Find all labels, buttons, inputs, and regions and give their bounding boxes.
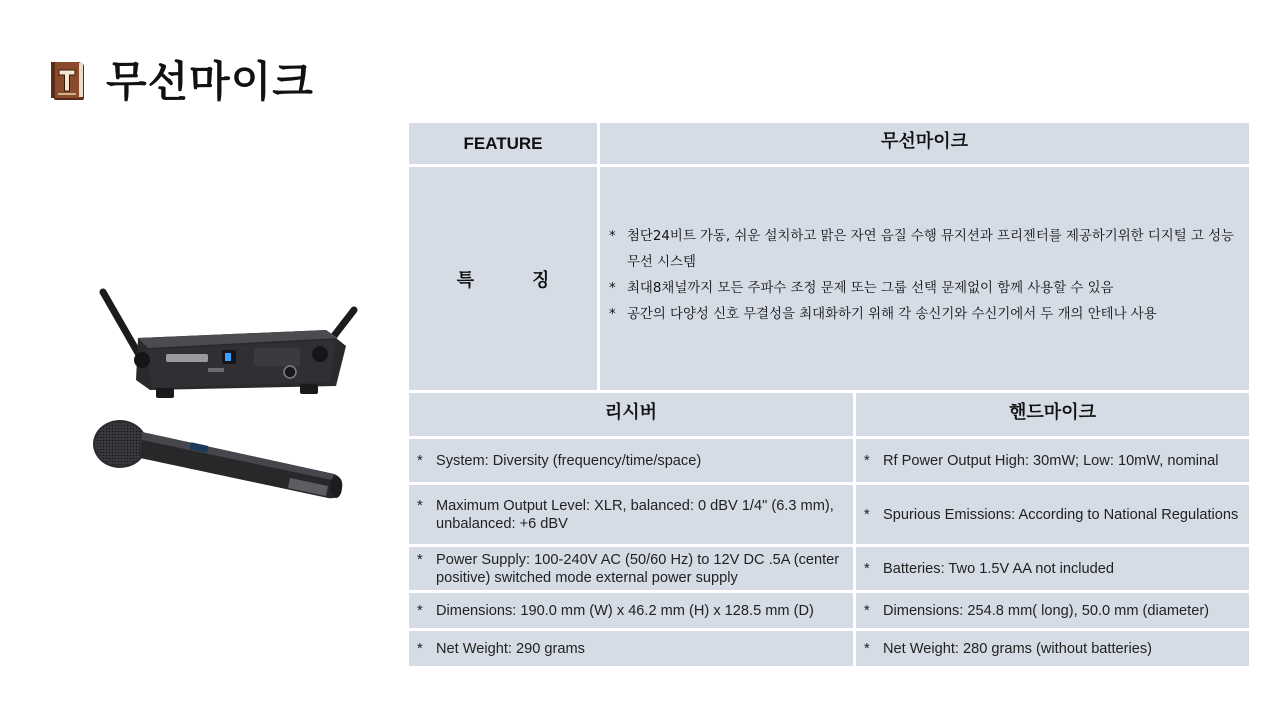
bullet-star: * xyxy=(609,228,616,244)
handmic-spec-text: Rf Power Output High: 30mW; Low: 10mW, nominal xyxy=(883,452,1219,469)
feature-header: FEATURE xyxy=(408,122,599,166)
receiver-spec-text: Power Supply: 100-240V AC (50/60 Hz) to 12V DC .5A (center positive) switched mode external power supply xyxy=(436,551,840,586)
features-list xyxy=(609,224,1239,328)
bullet-star: * xyxy=(864,506,870,523)
handheld-microphone-image xyxy=(90,412,365,512)
features-cell xyxy=(599,166,1251,392)
handmic-spec-cell xyxy=(855,592,1251,630)
spec-row xyxy=(408,630,1251,668)
handmic-spec-text: Spurious Emissions: According to National Regulations xyxy=(883,506,1239,523)
bullet-star: * xyxy=(417,551,423,568)
receiver-spec-cell xyxy=(408,546,855,592)
receiver-header: 리시버 xyxy=(408,392,855,438)
handmic-spec-text: Net Weight: 280 grams (without batteries) xyxy=(883,640,1153,657)
bullet-star: * xyxy=(417,497,423,514)
wireless-receiver-image xyxy=(90,284,365,409)
bullet-star: * xyxy=(609,306,616,322)
page-title: 무선마이크 xyxy=(106,57,314,106)
feature-item xyxy=(609,276,1239,302)
spec-table xyxy=(406,120,1252,669)
product-header: 무선마이크 xyxy=(599,122,1251,166)
receiver-spec-cell xyxy=(408,592,855,630)
bullet-star: * xyxy=(417,452,423,469)
product-images xyxy=(90,284,365,514)
feature-item xyxy=(609,302,1239,328)
features-label-right: 징 xyxy=(532,269,550,291)
bullet-star: * xyxy=(417,640,423,657)
receiver-spec-text: System: Diversity (frequency/time/space) xyxy=(436,452,702,469)
features-label xyxy=(408,166,599,392)
bullet-star: * xyxy=(864,452,870,469)
book-icon xyxy=(48,60,90,104)
receiver-spec-text: Maximum Output Level: XLR, balanced: 0 dBV 1/4" (6.3 mm), unbalanced: +6 dBV xyxy=(436,497,834,532)
handmic-spec-text: Dimensions: 254.8 mm( long), 50.0 mm (diameter) xyxy=(883,602,1210,619)
header-row xyxy=(408,122,1251,166)
feature-text: 공간의 다양성 신호 무결성을 최대화하기 위해 각 송신기와 수신기에서 두 개의 안테나 사용 xyxy=(627,306,1157,322)
bullet-star: * xyxy=(864,560,870,577)
spec-row xyxy=(408,438,1251,484)
handmic-spec-cell xyxy=(855,438,1251,484)
bullet-star: * xyxy=(609,280,616,296)
handmic-spec-cell xyxy=(855,630,1251,668)
handmic-spec-cell xyxy=(855,546,1251,592)
features-label-left: 특 xyxy=(456,269,474,291)
title-area xyxy=(48,56,314,108)
receiver-spec-cell xyxy=(408,484,855,546)
column-header-row xyxy=(408,392,1251,438)
spec-row xyxy=(408,592,1251,630)
handmic-header: 핸드마이크 xyxy=(855,392,1251,438)
features-row xyxy=(408,166,1251,392)
bullet-star: * xyxy=(417,602,423,619)
spec-row xyxy=(408,546,1251,592)
receiver-spec-text: Net Weight: 290 grams xyxy=(436,640,585,657)
bullet-star: * xyxy=(864,602,870,619)
bullet-star: * xyxy=(864,640,870,657)
handmic-spec-cell xyxy=(855,484,1251,546)
feature-item xyxy=(609,224,1239,276)
feature-text: 첨단24비트 가동, 쉬운 설치하고 맑은 자연 음질 수행 뮤지션과 프리젠터를 제공하기위한 디지털 고 성능 무선 시스템 xyxy=(627,228,1234,270)
receiver-spec-text: Dimensions: 190.0 mm (W) x 46.2 mm (H) x 128.5 mm (D) xyxy=(436,602,814,619)
spec-row xyxy=(408,484,1251,546)
feature-text: 최대8채널까지 모든 주파수 조정 문제 또는 그룹 선택 문제없이 함께 사용할 수 있음 xyxy=(627,280,1114,296)
receiver-spec-cell xyxy=(408,630,855,668)
receiver-spec-cell xyxy=(408,438,855,484)
handmic-spec-text: Batteries: Two 1.5V AA not included xyxy=(883,560,1114,577)
